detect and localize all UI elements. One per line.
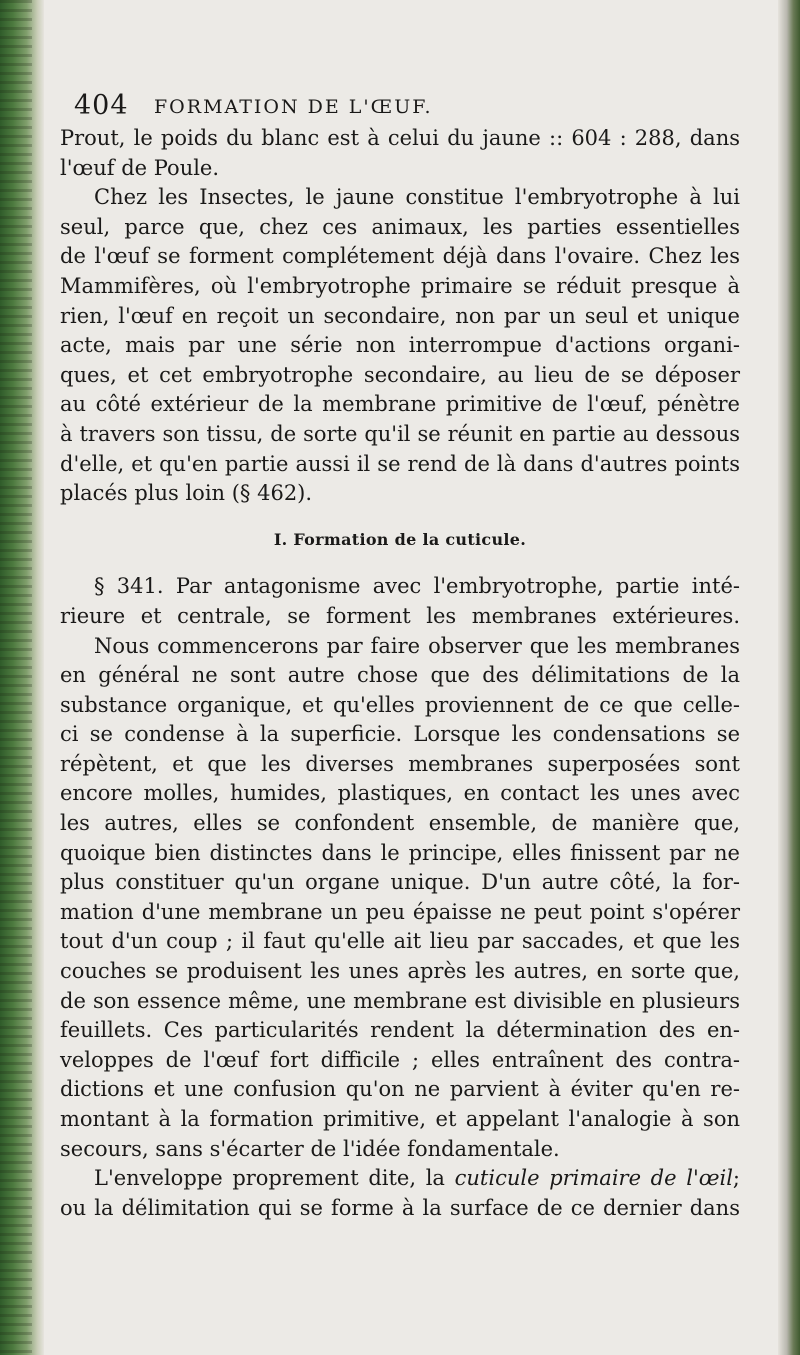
text-line: placés plus loin (§ 462). — [60, 481, 313, 506]
section-heading: I. Formation de la cuticule. — [273, 529, 527, 549]
text-line: mation d'une membrane un peu épaisse ne peut point s'opérer — [60, 899, 740, 924]
text-line: en général ne sont autre chose que des délimitations de la — [60, 663, 740, 688]
text-line: acte, mais par une série non interrompue d'actions organi- — [60, 333, 740, 358]
text-line: plus constituer qu'un organe unique. D'un autre côté, la for- — [60, 870, 740, 895]
text-line: d'elle, et qu'en partie aussi il se rend de là dans d'autres points — [60, 451, 740, 476]
text-line: veloppes de l'œuf fort difficile ; elles entraînent des contra- — [60, 1047, 740, 1072]
text-line: les autres, elles se confondent ensemble, de manière que, — [60, 811, 740, 836]
text-line: § 341. Par antagonisme avec l'embryotrophe, partie inté- — [94, 574, 740, 599]
text-line: rieure et centrale, se forment les membranes extérieures. — [60, 603, 740, 628]
text-run: ; — [732, 1166, 740, 1191]
text-line: Mammifères, où l'embryotrophe primaire se réduit presque à — [60, 273, 740, 298]
text-line: ci se condense à la superficie. Lorsque les condensations se — [60, 722, 740, 747]
text-line: encore molles, humides, plastiques, en contact les unes avec — [60, 781, 740, 806]
text-line: dictions et une confusion qu'on ne parvient à éviter qu'en re- — [60, 1077, 740, 1102]
text-line: de son essence même, une membrane est divisible en plusieurs — [60, 988, 740, 1013]
text-line: Chez les Insectes, le jaune constitue l'embryotrophe à lui — [94, 185, 740, 210]
body-text — [60, 124, 740, 1223]
text-line: rien, l'œuf en reçoit un secondaire, non par un seul et unique — [60, 303, 740, 328]
page-header — [74, 90, 754, 122]
text-line: l'œuf de Poule. — [60, 155, 220, 180]
page-right-edge — [778, 0, 800, 1355]
binding-texture — [0, 0, 32, 1355]
text-line: répètent, et que les diverses membranes superposées sont — [60, 751, 740, 776]
book-page — [60, 0, 775, 1355]
italic-term: cuticule primaire de l'œil — [454, 1166, 733, 1191]
text-line: de l'œuf se forment complétement déjà dans l'ovaire. Chez les — [60, 244, 740, 269]
text-line: montant à la formation primitive, et appelant l'analogie à son — [60, 1107, 740, 1131]
running-title: FORMATION DE L'ŒUF. — [154, 96, 433, 118]
page-number: 404 — [74, 90, 129, 121]
text-line: secours, sans s'écarter de l'idée fondamentale. — [60, 1136, 560, 1161]
text-line: Prout, le poids du blanc est à celui du jaune :: 604 : 288, dans — [60, 126, 740, 150]
text-line: au côté extérieur de la membrane primitive de l'œuf, pénètre — [60, 392, 740, 417]
text-line: seul, parce que, chez ces animaux, les parties essentielles — [60, 214, 740, 239]
text-line — [60, 1164, 740, 1194]
text-line: substance organique, et qu'elles proviennent de ce que celle- — [60, 692, 740, 717]
text-line: à travers son tissu, de sorte qu'il se réunit en partie au dessous — [60, 421, 740, 446]
text-line: tout d'un coup ; il faut qu'elle ait lieu par saccades, et que les — [60, 929, 740, 954]
text-run: L'enveloppe proprement dite, la — [94, 1166, 445, 1191]
text-line: feuillets. Ces particularités rendent la détermination des en- — [60, 1018, 740, 1043]
text-line: Nous commencerons par faire observer que les membranes — [94, 633, 740, 658]
text-line: quoique bien distinctes dans le principe, elles finissent par ne — [60, 840, 740, 865]
text-line: couches se produisent les unes après les autres, en sorte que, — [60, 959, 740, 984]
text-line: ques, et cet embryotrophe secondaire, au lieu de se déposer — [60, 362, 740, 387]
text-line: ou la délimitation qui se forme à la surface de ce dernier dans — [60, 1195, 740, 1220]
